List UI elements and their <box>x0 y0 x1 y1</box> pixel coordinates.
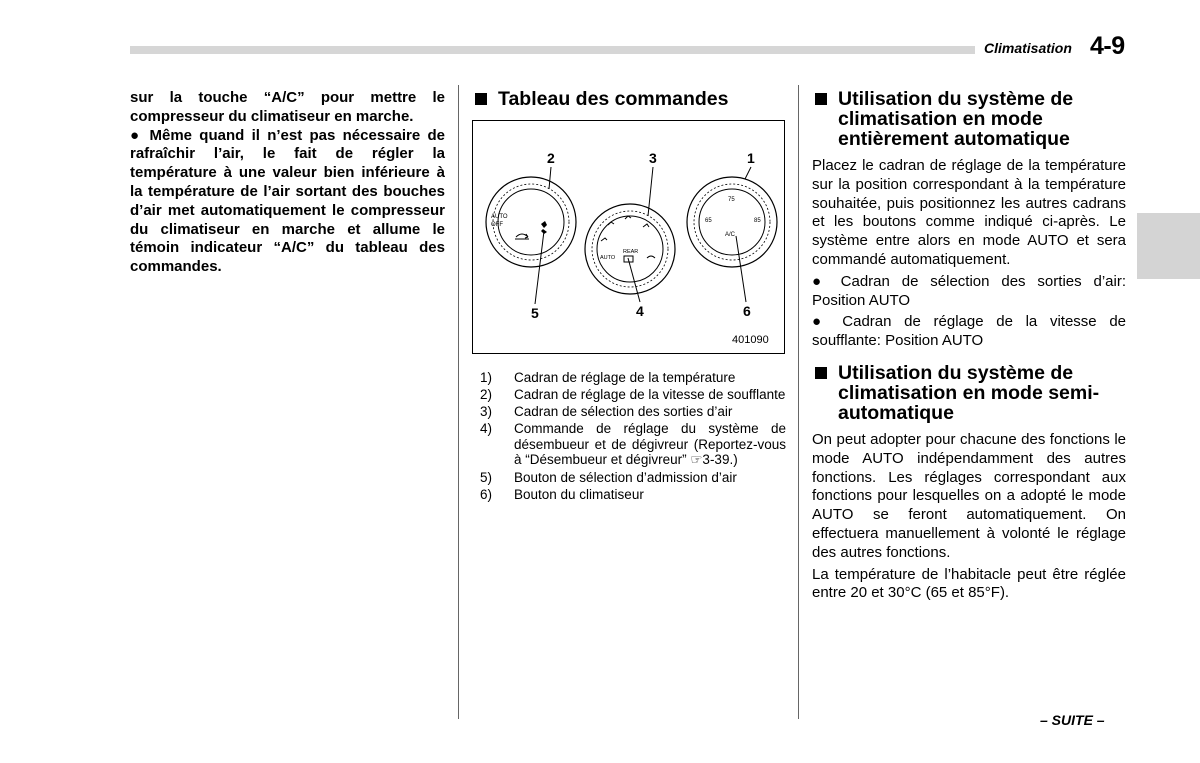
heading-square-icon <box>815 93 827 105</box>
paragraph: On peut adopter pour chacune des fonctions le mode AUTO indépendamment des autres fonctions. Les réglages correspondant aux fonctions pour lesquelles on a adopté le mode AUTO se feront automatiquement. On effectuera manuellement à volonté le réglage des autres fonctions. <box>812 430 1126 561</box>
header-rule <box>130 46 975 54</box>
legend-number: 2) <box>480 387 493 403</box>
recirculation-icon <box>515 234 529 239</box>
auto-label: AUTO <box>491 214 508 220</box>
paragraph: sur la touche “A/C” pour mettre le compresseur du climatiseur en marche. <box>130 89 445 125</box>
legend-item <box>480 487 786 503</box>
temp-85-label: 85 <box>754 218 761 224</box>
section-heading <box>812 89 1126 149</box>
section-title: Climatisation <box>984 40 1072 56</box>
legend-item <box>480 404 786 420</box>
fan-icon <box>541 221 547 234</box>
control-panel-figure <box>472 120 785 354</box>
legend-item <box>480 470 786 486</box>
legend-number: 4) <box>480 421 493 437</box>
chapter-thumb-tab <box>1137 213 1200 279</box>
bullet-text: Même quand il n’est pas nécessaire de rafraîchir l’air, le fait de régler la température à une valeur bien inférieure à la température de l’air sortant des bouches d’air met automatiquement le compresseur du climatiseur en marche et allume le témoin indicateur “A/C” du tableau des commandes. <box>130 126 445 276</box>
heading-square-icon <box>815 367 827 379</box>
legend-number: 1) <box>480 370 493 385</box>
bullet-dot-icon: ● <box>130 126 150 144</box>
figure-legend <box>480 370 786 504</box>
column-divider-right <box>798 85 799 719</box>
legend-text: Bouton de sélection d’admission d’air <box>514 469 737 485</box>
callout-1: 1 <box>747 150 755 166</box>
column-2 <box>472 89 786 109</box>
temp-65-label: 65 <box>705 218 712 224</box>
column-1 <box>130 89 445 277</box>
paragraph: La température de l’habitacle peut être réglée entre 20 et 30°C (65 et 85°F). <box>812 565 1126 602</box>
temp-75-label: 75 <box>728 197 735 203</box>
callout-2: 2 <box>547 150 555 166</box>
figure-id: 401090 <box>732 334 769 346</box>
callout-3: 3 <box>649 150 657 166</box>
heading-text: Tableau des commandes <box>498 88 729 110</box>
control-panel-illustration <box>473 121 783 352</box>
heading-text: Utilisation du système de climatisation en mode semi-automatique <box>838 361 1100 424</box>
callout-6: 6 <box>743 303 751 319</box>
bullet-dot-icon: ● <box>812 272 841 290</box>
legend-text: Commande de réglage du système de désembueur et de dégivreur (Reportez-vous à “Désembueur et dégivreur” ☞3-39.) <box>514 421 786 468</box>
bullet-item <box>812 273 1126 311</box>
bullet-text: Cadran de réglage de la vitesse de soufflante: Position AUTO <box>812 313 1127 350</box>
callout-5: 5 <box>531 305 539 321</box>
section-heading <box>812 363 1126 423</box>
temperature-dial <box>687 177 777 267</box>
heading-square-icon <box>475 93 487 105</box>
continued-marker: – SUITE – <box>1040 712 1105 728</box>
bullet-text: Cadran de sélection des sorties d’air: Position AUTO <box>812 272 1127 309</box>
paragraph: Placez le cadran de réglage de la température sur la position correspondant à la température souhaitée, puis positionnez les autres cadrans et les boutons comme indiqué ci-après. Le système entre alors en mode AUTO et sera commandé automatiquement. <box>812 157 1126 268</box>
off-label: OFF <box>491 222 503 228</box>
legend-item <box>480 421 786 468</box>
bullet-item <box>812 313 1126 351</box>
callout-4: 4 <box>636 303 644 319</box>
auto-label: AUTO <box>600 255 616 261</box>
bullet-item <box>130 127 445 277</box>
legend-number: 6) <box>480 486 493 502</box>
legend-text: Cadran de sélection des sorties d’air <box>514 404 733 420</box>
legend-text: Cadran de réglage de la température <box>514 370 736 385</box>
heading-text: Utilisation du système de climatisation en mode entièrement automatique <box>838 88 1074 150</box>
legend-text: Bouton du climatiseur <box>514 486 644 502</box>
section-heading <box>472 89 786 109</box>
column-divider-left <box>458 85 459 719</box>
page-number: 4-9 <box>1090 32 1125 60</box>
bullet-dot-icon: ● <box>812 313 843 331</box>
ac-label: A/C <box>725 232 736 238</box>
legend-item <box>480 370 786 386</box>
legend-number: 5) <box>480 469 493 485</box>
legend-item <box>480 387 786 403</box>
rear-label: REAR <box>623 249 639 255</box>
column-3 <box>812 89 1126 603</box>
legend-number: 3) <box>480 404 493 420</box>
legend-text: Cadran de réglage de la vitesse de soufflante <box>514 387 786 403</box>
